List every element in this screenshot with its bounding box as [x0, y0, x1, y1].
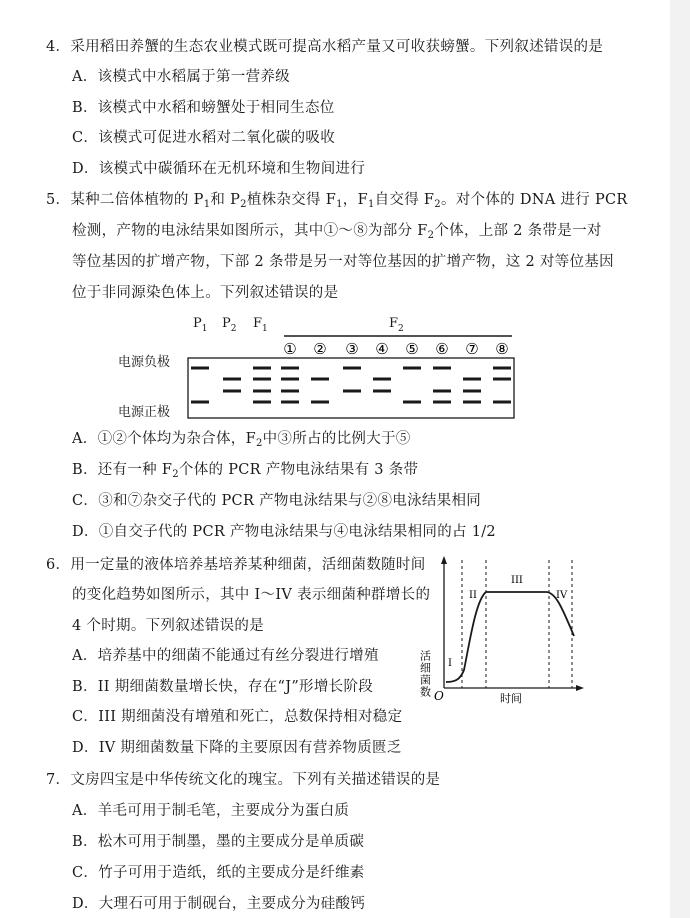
q4-stem: 4．采用稻田养蟹的生态农业模式既可提高水稻产量又可收获螃蟹。下列叙述错误的是 [46, 39, 604, 55]
q6-stem-line1: 6．用一定量的液体培养基培养某种细菌，活细菌数随时间 [46, 557, 426, 573]
q4-option-a: A．该模式中水稻属于第一营养级 [72, 69, 290, 85]
q4-option-c: C．该模式可促进水稻对二氧化碳的吸收 [72, 130, 335, 146]
q5-option-c: C．③和⑦杂交子代的 PCR 产物电泳结果与②⑧电泳结果相同 [72, 493, 482, 509]
q6-stem-line3: 4 个时期。下列叙述错误的是 [72, 618, 265, 634]
origin-label: O [434, 689, 444, 703]
q6-stem-line2: 的变化趋势如图所示，其中 I～IV 表示细菌种群增长的 [72, 587, 431, 603]
q7-option-d: D．大理石可用于制砚台，主要成分为硅酸钙 [72, 896, 366, 912]
individual-label: ⑧ [495, 340, 509, 358]
y-axis-arrow [441, 556, 447, 564]
positive-pole-label: 电源正极 [118, 405, 171, 420]
individual-label: ⑦ [465, 340, 479, 358]
x-axis-label: 时间 [500, 692, 522, 705]
q4-option-b: B．该模式中水稻和螃蟹处于相同生态位 [72, 100, 335, 116]
y-axis-label: 活细菌数 [418, 650, 432, 698]
q7-option-c: C．竹子可用于造纸，纸的主要成分是纤维素 [72, 865, 365, 881]
phase-label-4: IV [556, 590, 568, 601]
phase-label-3: III [511, 575, 523, 586]
lane-label-p2: $P_2$ [222, 316, 237, 334]
q5-stem-line3: 等位基因的扩增产物，下部 2 条带是另一对等位基因的扩增产物，这 2 对等位基因 [72, 254, 614, 270]
q6-option-d: D．IV 期细菌数量下降的主要原因有营养物质匮乏 [72, 740, 402, 756]
individual-label: ⑤ [405, 340, 419, 358]
x-axis-arrow [576, 685, 584, 691]
q7-option-b: B．松木可用于制墨，墨的主要成分是单质碳 [72, 834, 365, 850]
growth-curve [446, 592, 574, 682]
q5-option-d: D．①自交子代的 PCR 产物电泳结果与④电泳结果相同的占 1/2 [72, 524, 496, 540]
q5-stem-line4: 位于非同源染色体上。下列叙述错误的是 [72, 285, 339, 301]
phase-label-1: I [448, 658, 452, 669]
individual-label: ③ [345, 340, 359, 358]
q5-option-b: B．还有一种 $F_2$个体的 PCR 产物电泳结果有 3 条带 [72, 462, 419, 480]
lane-label-p1: $P_1$ [193, 316, 208, 334]
q7-option-a: A．羊毛可用于制毛笔，主要成分为蛋白质 [72, 803, 350, 819]
individual-label: ② [313, 340, 327, 358]
individual-label: ① [283, 340, 297, 358]
q5-stem-line2: 检测，产物的电泳结果如图所示，其中①～⑧为部分 $F_2$个体，上部 2 条带是一对 [72, 223, 602, 241]
phase-label-2: II [469, 590, 477, 601]
q5-option-a: A．①②个体均为杂合体，$F_2$中③所占的比例大于⑤ [72, 431, 411, 449]
f2-group-label: $F_2$ [389, 316, 404, 334]
q7-stem: 7．文房四宝是中华传统文化的瑰宝。下列有关描述错误的是 [46, 772, 441, 788]
negative-pole-label: 电源负极 [118, 355, 171, 370]
q6-option-a: A．培养基中的细菌不能通过有丝分裂进行增殖 [72, 648, 379, 664]
lane-label-f1: $F_1$ [253, 316, 268, 334]
individual-label: ④ [375, 340, 389, 358]
individual-label: ⑥ [435, 340, 449, 358]
q4-option-d: D．该模式中碳循环在无机环境和生物间进行 [72, 161, 366, 177]
q5-stem-line1: 5．某种二倍体植物的 $P_1$和 $P_2$植株杂交得 $F_1$，$F_1$自交得 $F_2$。对个体的 DNA 进行 PCR [46, 192, 628, 210]
q6-option-c: C．III 期细菌没有增殖和死亡，总数保持相对稳定 [72, 709, 403, 725]
q6-option-b: B．II 期细菌数量增长快，存在“J”形增长阶段 [72, 679, 374, 695]
